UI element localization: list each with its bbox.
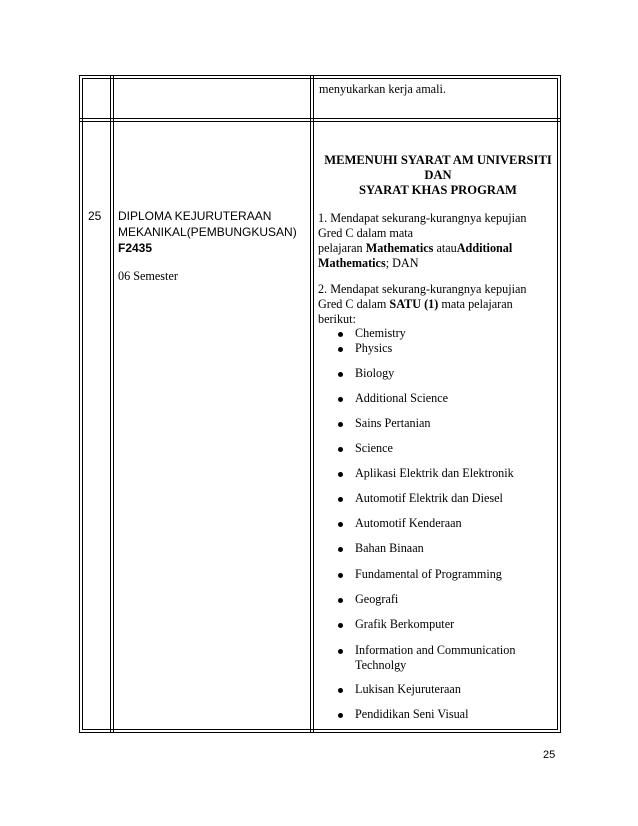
- requirement-1-line3: pelajaran Mathematics atauAdditional: [318, 241, 513, 255]
- subject-item: Aplikasi Elektrik dan Elektronik: [355, 466, 514, 480]
- requirement-1-line1: 1. Mendapat sekurang-kurangnya kepujian: [318, 211, 527, 225]
- subject-item: Geografi: [355, 592, 399, 606]
- requirement-heading-line2: DAN: [424, 168, 452, 182]
- requirement-heading-line3: SYARAT KHAS PROGRAM: [359, 183, 517, 197]
- subject-item: Information and Communication: [355, 643, 516, 657]
- bullet-icon: [338, 688, 343, 693]
- subject-item: Fundamental of Programming: [355, 567, 502, 581]
- subject-item: Pendidikan Seni Visual: [355, 707, 469, 721]
- subject-item: Biology: [355, 366, 395, 380]
- program-name-line1: DIPLOMA KEJURUTERAAN: [118, 209, 272, 223]
- program-code: F2435: [118, 241, 153, 255]
- subject-item: Physics: [355, 341, 393, 355]
- bullet-icon: [338, 547, 343, 552]
- requirement-heading-line1: MEMENUHI SYARAT AM UNIVERSITI: [324, 153, 552, 167]
- row-number: 25: [88, 209, 102, 223]
- subject-item: Science: [355, 441, 393, 455]
- bullet-icon: [338, 598, 343, 603]
- subject-item: Automotif Elektrik dan Diesel: [355, 491, 503, 505]
- bullet-icon: [338, 422, 343, 427]
- subject-item: Chemistry: [355, 326, 406, 340]
- requirement-2-line3: berikut:: [318, 312, 356, 326]
- subject-item-continuation: Technolgy: [355, 658, 407, 672]
- requirement-2-line2: Gred C dalam SATU (1) mata pelajaran: [318, 297, 513, 311]
- requirement-1-line2: Gred C dalam mata: [318, 226, 414, 240]
- bullet-icon: [338, 332, 343, 337]
- bullet-icon: [338, 397, 343, 402]
- column-divider: [310, 75, 311, 733]
- bullet-icon: [338, 347, 343, 352]
- bullet-icon: [338, 372, 343, 377]
- bullet-icon: [338, 623, 343, 628]
- program-name-line2: MEKANIKAL(PEMBUNGKUSAN): [118, 225, 297, 239]
- requirement-1-line4: Mathematics; DAN: [318, 256, 419, 270]
- bullet-icon: [338, 522, 343, 527]
- bullet-icon: [338, 447, 343, 452]
- bullet-icon: [338, 573, 343, 578]
- row-divider: [79, 118, 561, 119]
- row-divider: [79, 121, 561, 122]
- bullet-icon: [338, 649, 343, 654]
- subject-item: Bahan Binaan: [355, 541, 424, 555]
- subject-item: Lukisan Kejuruteraan: [355, 682, 461, 696]
- subject-item: Automotif Kenderaan: [355, 516, 462, 530]
- bullet-icon: [338, 497, 343, 502]
- bullet-icon: [338, 713, 343, 718]
- subject-item: Sains Pertanian: [355, 416, 431, 430]
- column-divider: [110, 75, 111, 733]
- previous-row-requirement: menyukarkan kerja amali.: [319, 82, 446, 96]
- subject-item: Additional Science: [355, 391, 449, 405]
- column-divider: [113, 75, 114, 733]
- page-number: 25: [543, 749, 556, 761]
- program-duration: 06 Semester: [118, 269, 178, 283]
- subject-item: Grafik Berkomputer: [355, 617, 455, 631]
- requirement-2-line1: 2. Mendapat sekurang-kurangnya kepujian: [318, 282, 527, 296]
- bullet-icon: [338, 472, 343, 477]
